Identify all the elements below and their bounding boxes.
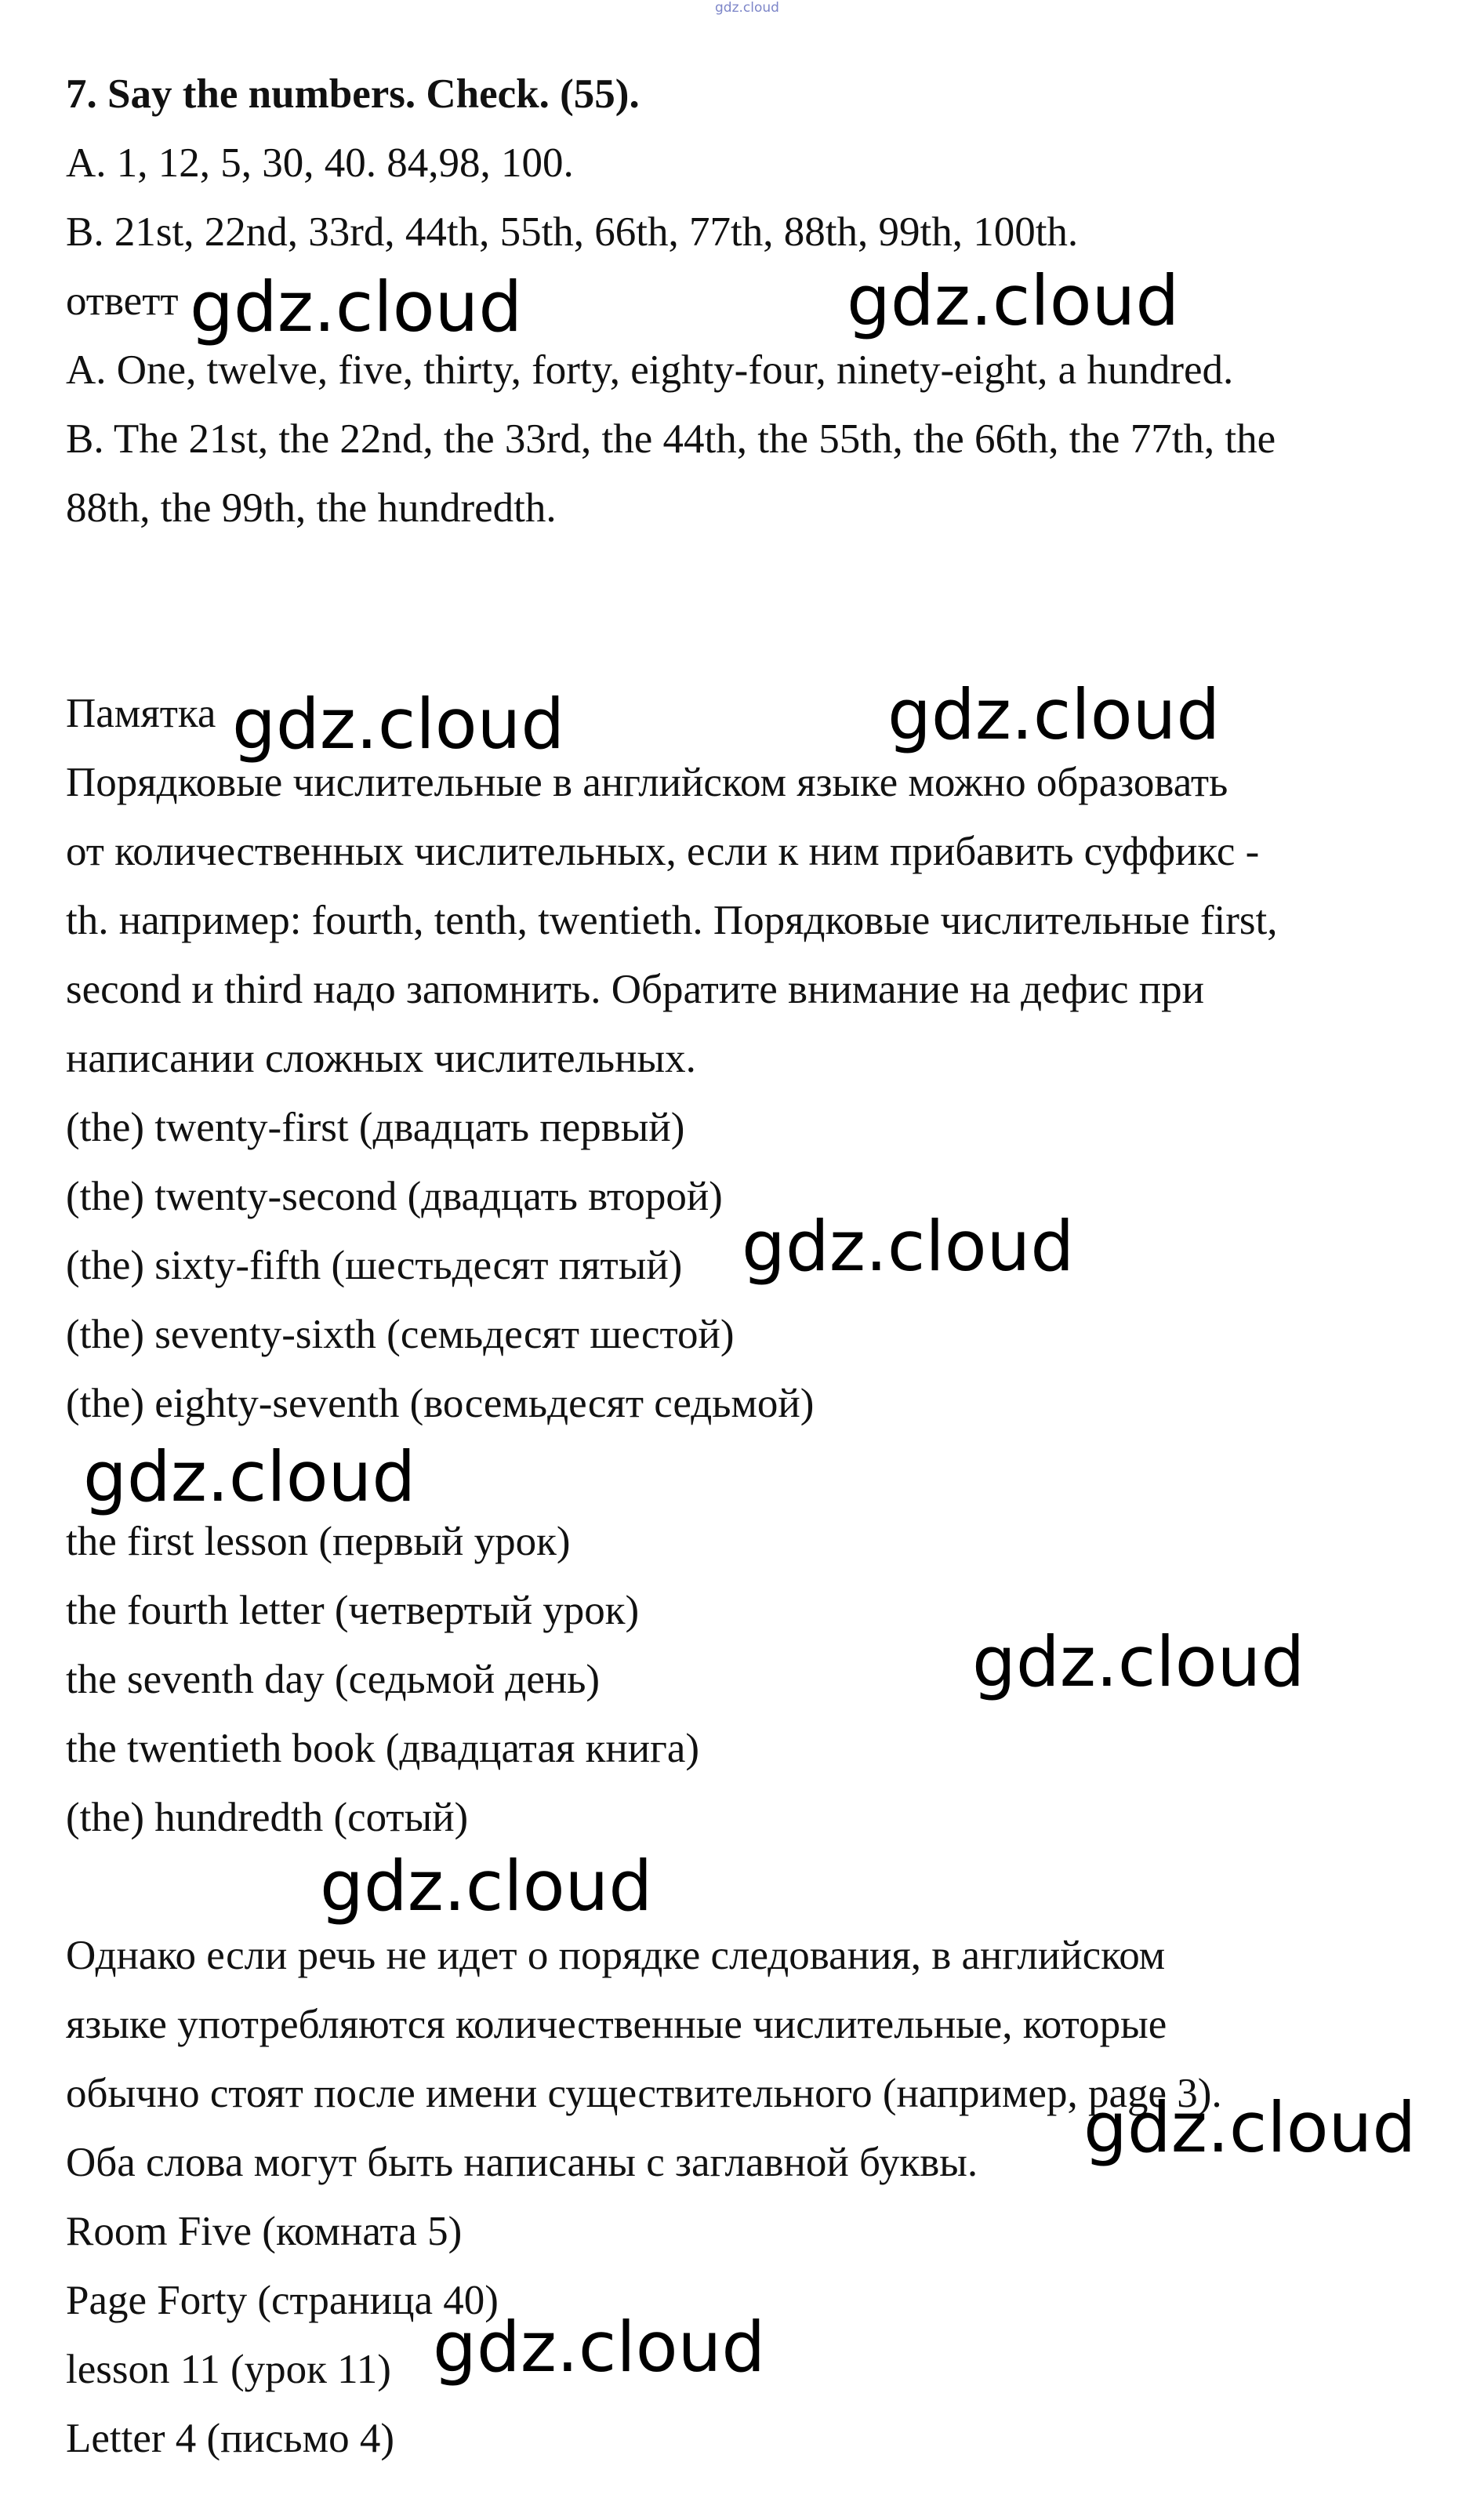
cardinal-example: Page Forty (страница 40): [66, 2278, 499, 2323]
memo-paragraph-line: Порядковые числительные в английском языке можно образовать: [66, 760, 1228, 805]
compound-example: (the) seventy-sixth (семьдесят шестой): [66, 1312, 735, 1357]
memo-paragraph-line: написании сложных числительных.: [66, 1036, 696, 1081]
memo-label: Памятка: [66, 691, 216, 736]
noun-example: the twentieth book (двадцатая книга): [66, 1726, 700, 1771]
watermark: gdz.cloud: [887, 674, 1221, 755]
watermark: gdz.cloud: [847, 260, 1180, 341]
memo-paragraph2-line: Оба слова могут быть написаны с заглавной буквы.: [66, 2140, 978, 2185]
memo-paragraph2-line: языке употребляются количественные числительные, которые: [66, 2002, 1167, 2047]
answer-label: ответт: [66, 278, 179, 324]
cardinal-example: Letter 4 (письмо 4): [66, 2416, 395, 2461]
memo-paragraph2-line: Однако если речь не идет о порядке следования, в английском: [66, 1933, 1166, 1978]
cardinal-example: lesson 11 (урок 11): [66, 2347, 391, 2392]
noun-example: the first lesson (первый урок): [66, 1519, 571, 1564]
memo-paragraph2-line: обычно стоят после имени существительного (например, page 3).: [66, 2071, 1222, 2116]
exercise-line-b: B. 21st, 22nd, 33rd, 44th, 55th, 66th, 77th, 88th, 99th, 100th.: [66, 209, 1079, 255]
compound-example: (the) twenty-first (двадцать первый): [66, 1105, 685, 1150]
noun-example: the seventh day (седьмой день): [66, 1657, 601, 1702]
exercise-line-a: A. 1, 12, 5, 30, 40. 84,98, 100.: [66, 140, 574, 186]
memo-paragraph-line: second и third надо запомнить. Обратите внимание на дефис при: [66, 967, 1204, 1012]
cardinal-example: Room Five (комната 5): [66, 2209, 463, 2254]
compound-example: (the) eighty-seventh (восемьдесят седьмой): [66, 1381, 815, 1426]
watermark: gdz.cloud: [1083, 2087, 1417, 2168]
watermark: gdz.cloud: [190, 267, 523, 347]
noun-example: (the) hundredth (сотый): [66, 1795, 469, 1840]
noun-example: the fourth letter (четвертый урок): [66, 1588, 640, 1633]
memo-paragraph-line: th. например: fourth, tenth, twentieth. Порядковые числительные first,: [66, 898, 1278, 943]
watermark: gdz.cloud: [433, 2307, 766, 2387]
answer-line-a: A. One, twelve, five, thirty, forty, eighty-four, ninety-eight, a hundred.: [66, 347, 1234, 393]
watermark: gdz.cloud: [232, 684, 565, 764]
watermark: gdz.cloud: [320, 1846, 653, 1926]
compound-example: (the) twenty-second (двадцать второй): [66, 1174, 723, 1219]
exercise-title: 7. Say the numbers. Check. (55).: [66, 71, 640, 117]
watermark: gdz.cloud: [972, 1621, 1305, 1702]
compound-example: (the) sixty-fifth (шестьдесят пятый): [66, 1243, 683, 1288]
answer-line-b2: 88th, the 99th, the hundredth.: [66, 485, 557, 531]
top-watermark: gdz.cloud: [715, 0, 779, 16]
watermark: gdz.cloud: [83, 1436, 416, 1517]
answer-line-b1: B. The 21st, the 22nd, the 33rd, the 44th, the 55th, the 66th, the 77th, the: [66, 416, 1276, 462]
watermark: gdz.cloud: [742, 1206, 1075, 1287]
memo-paragraph-line: от количественных числительных, если к ним прибавить суффикс -: [66, 829, 1260, 874]
